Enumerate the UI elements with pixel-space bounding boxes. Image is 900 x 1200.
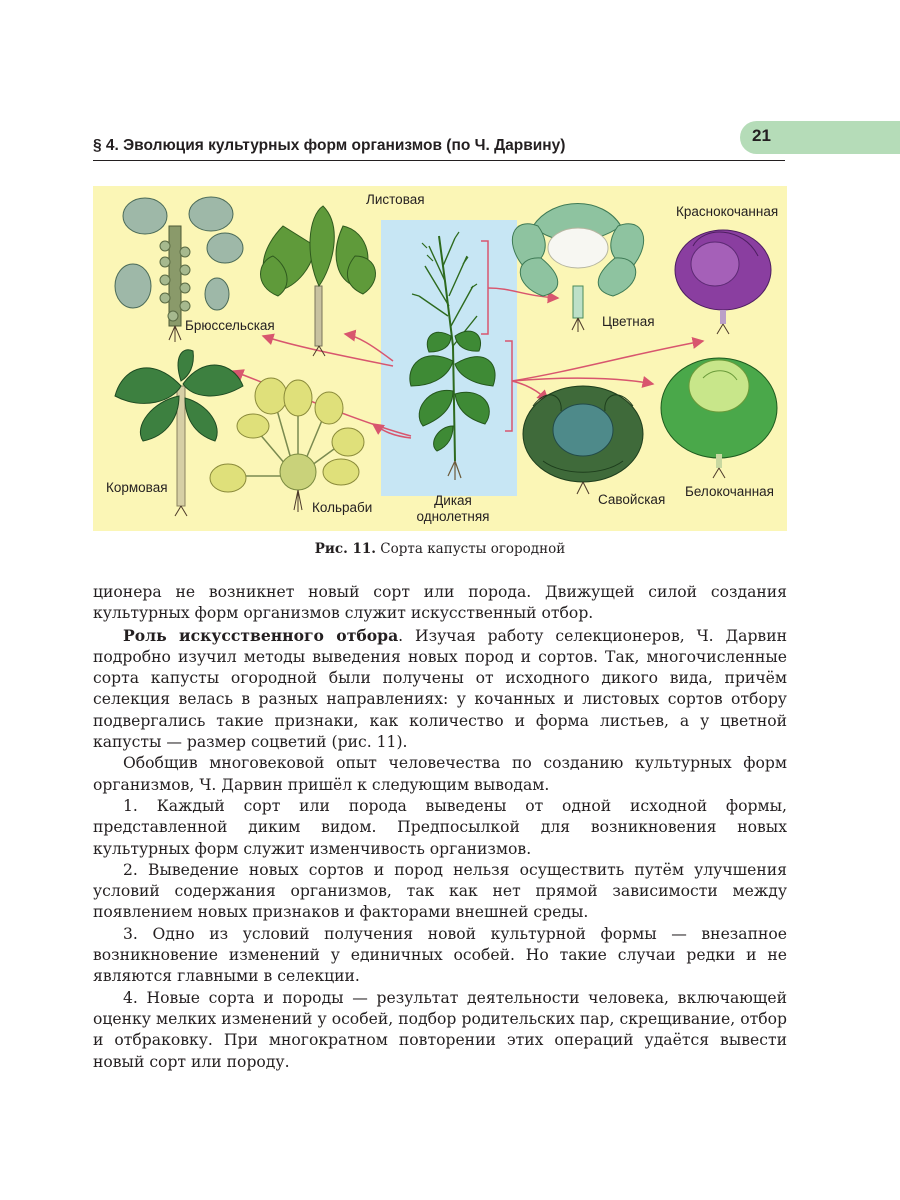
label-savoyskaya: Савойская (598, 492, 666, 507)
red-cabbage-illustration (675, 230, 771, 334)
paragraph-1: ционера не возникнет новый сорт или порода. Движущей силой создания культурных форм организмов служит искусственный отбор. (93, 583, 787, 623)
paragraph-2-rest: . Изучая работу селекционеров, Ч. Дарвин подробно изучил методы выведения новых пород и сортов. Так, многочисленные сорта капусты огородной были получены от исходного дикого вида, причём селекция велась в разных направлениях: у кочанных и листовых сортов отбору подвергались такие признаки, как количество и форма листьев, а у цветной капусты — размер соцветий (рис. 11). (93, 626, 787, 752)
paragraph-3: Обобщив многовековой опыт человечества по созданию культурных форм организмов, Ч. Дарвин пришёл к следующим выводам. (93, 754, 787, 794)
caption-text: Сорта капусты огородной (376, 541, 566, 557)
figure-cabbage-varieties (93, 186, 787, 531)
kohlrabi-illustration (210, 378, 364, 512)
cauliflower-illustration (512, 204, 643, 333)
leaf-kale-illustration (261, 206, 376, 356)
label-dikaya-line2: однолетняя (416, 509, 490, 524)
label-dikaya (403, 493, 503, 525)
paragraph-2 (93, 625, 787, 754)
wild-cabbage-panel (381, 220, 517, 496)
label-dikaya-line1: Дикая (434, 493, 472, 508)
conclusion-1: 1. Каждый сорт или порода выведены от одной исходной формы, представленной диким видом. Предпосылкой для возникновения новых культурных форм служит изменчивость организмов. (93, 796, 787, 858)
conclusion-4: 4. Новые сорта и породы — результат деятельности человека, включающей оценку мелких изменений у особей, подбор родительских пар, скрещивание, отбор и отбраковку. При многократном повторении этих операций удаётся вывести новый сорт или породу. (93, 988, 787, 1071)
label-bryusselskaya: Брюссельская (185, 318, 275, 333)
label-listovaya: Листовая (366, 192, 425, 207)
running-head: § 4. Эволюция культурных форм организмов (по Ч. Дарвину) (93, 137, 566, 154)
white-cabbage-illustration (661, 358, 777, 478)
label-kormovaya: Кормовая (106, 480, 168, 495)
paragraph-2-bold: Роль искусственного отбора (123, 625, 399, 645)
label-kolrabi: Кольраби (312, 500, 373, 515)
label-belokochannaya: Белокочанная (685, 484, 774, 499)
page-number: 21 (752, 126, 771, 145)
caption-prefix: Рис. 11. (314, 541, 377, 557)
body-text (93, 582, 787, 1073)
conclusion-2: 2. Выведение новых сортов и пород нельзя осуществить путём улучшения условий содержания организмов, так как нет прямой зависимости между появлением новых признаков и факторами внешней среды. (93, 860, 787, 922)
cabbage-illustration (93, 186, 787, 531)
header-rule (93, 160, 785, 161)
conclusion-3: 3. Одно из условий получения новой культурной формы — внезапное возникновение изменений у единичных особей. Но такие случаи редки и не являются главными в селекции. (93, 924, 787, 986)
label-tsvetnaya: Цветная (602, 314, 655, 329)
label-krasnokochannaya: Краснокочанная (676, 204, 779, 219)
figure-caption (93, 541, 787, 557)
savoy-cabbage-illustration (523, 386, 643, 494)
